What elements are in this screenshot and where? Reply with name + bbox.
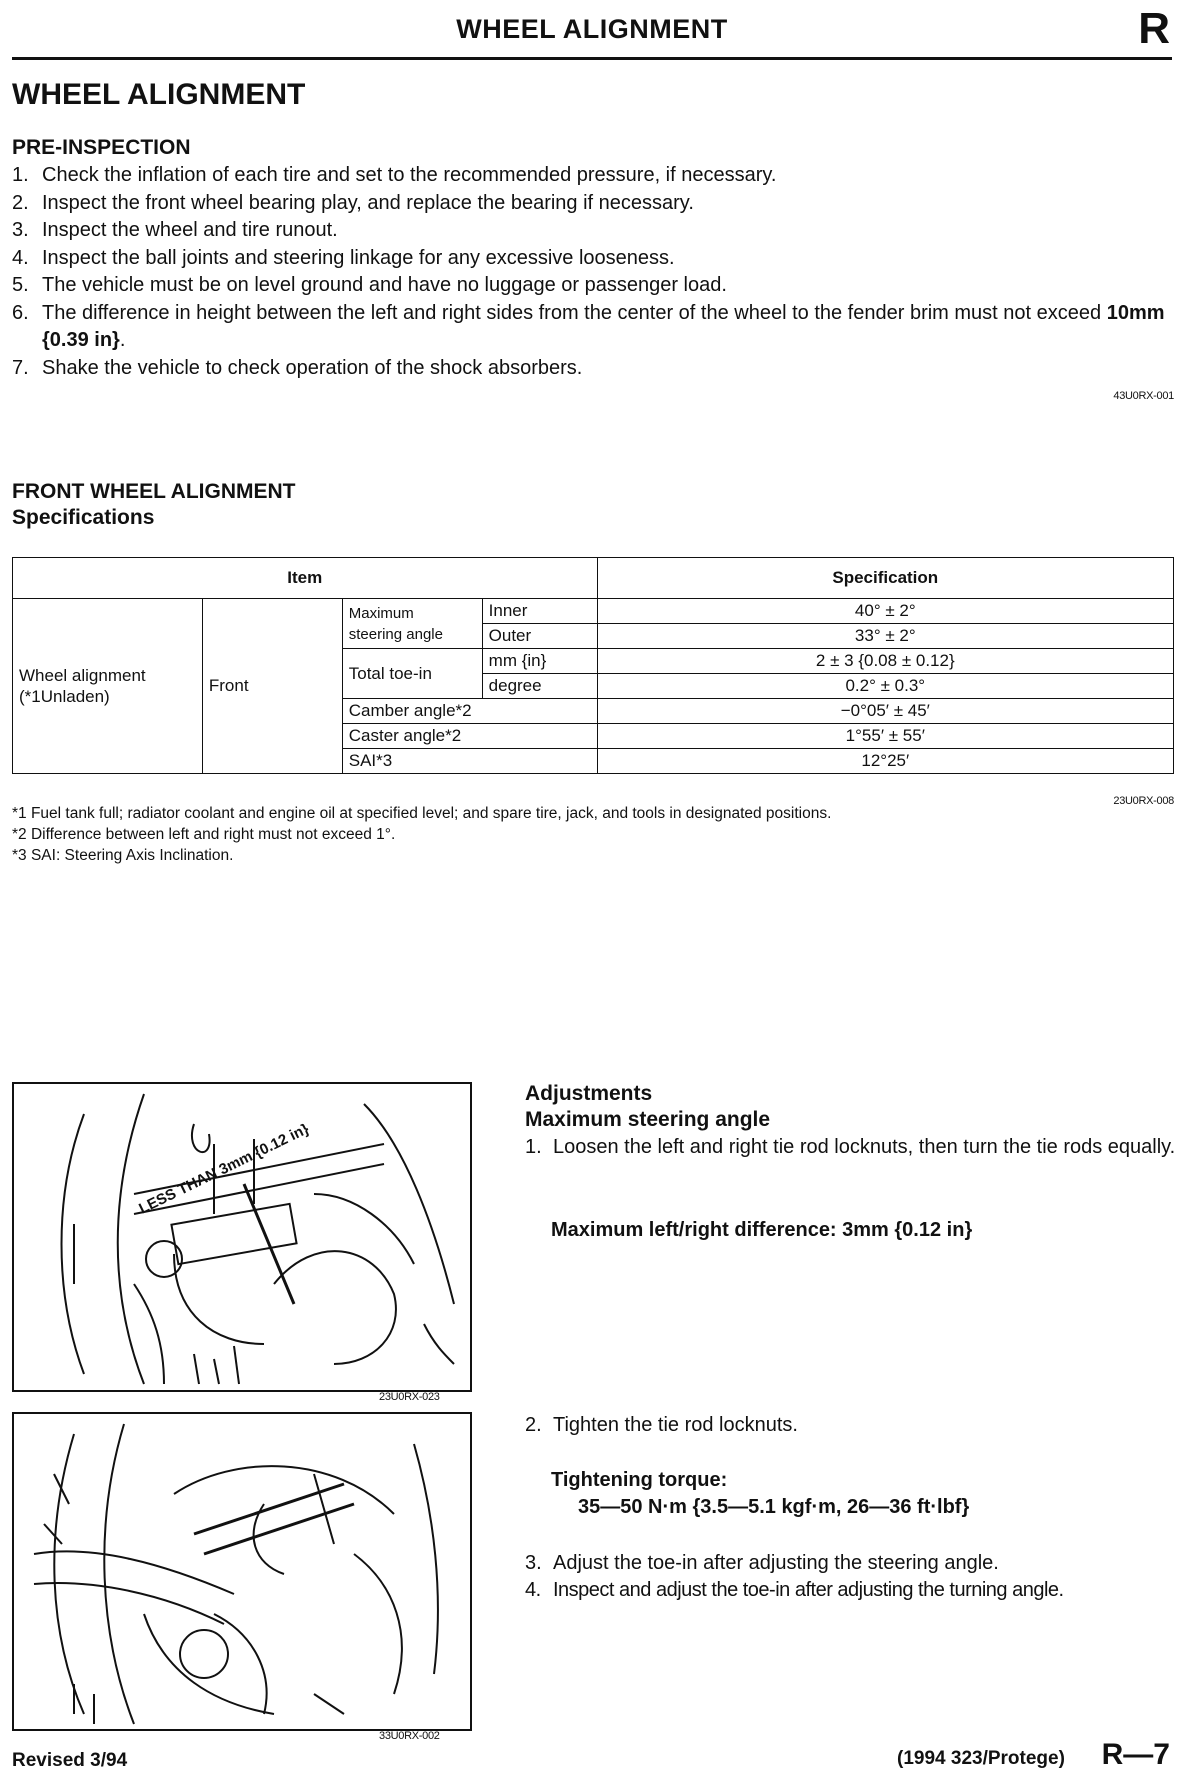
page-title: WHEEL ALIGNMENT <box>12 78 306 111</box>
list-item: 4. Inspect the ball joints and steering linkage for any excessive looseness. <box>12 246 675 269</box>
outer-label: Outer <box>482 624 597 649</box>
toe-mm-value: 2 ± 3 {0.08 ± 0.12} <box>597 649 1173 674</box>
item-header: Item <box>13 558 598 599</box>
camber-value: −0°05′ ± 45′ <box>597 699 1173 724</box>
torque-label: Tightening torque: <box>551 1469 728 1491</box>
list-item: 2. Inspect the front wheel bearing play, and replace the bearing if necessary. <box>12 191 694 214</box>
footnotes <box>12 803 1062 866</box>
group-label: Wheel alignment (*1Unladen) <box>13 599 203 774</box>
footnote-3: *3 SAI: Steering Axis Inclination. <box>12 847 234 864</box>
header-rule <box>12 57 1172 60</box>
figure-code: 23U0RX-008 <box>1113 795 1174 807</box>
list-item: 1. Check the inflation of each tire and set to the recommended pressure, if necessary. <box>12 164 777 186</box>
position-label: Front <box>202 599 342 774</box>
figure-steering-angle-measurement <box>12 1082 472 1392</box>
table-row <box>13 558 1174 599</box>
figure-code: 23U0RX-023 <box>379 1391 440 1403</box>
specifications-heading: Specifications <box>12 506 155 529</box>
adjust-step-3: 3. Adjust the toe-in after adjusting the steering angle. <box>525 1552 999 1574</box>
specification-header: Specification <box>597 558 1173 599</box>
camber-label: Camber angle*2 <box>342 699 597 724</box>
specification-table <box>12 557 1174 774</box>
footnote-1: *1 Fuel tank full; radiator coolant and engine oil at specified level; and spare tire, jack, and tools in designated positions. <box>12 805 832 822</box>
caster-value: 1°55′ ± 55′ <box>597 724 1173 749</box>
model-label: (1994 323/Protege) <box>897 1748 1065 1769</box>
inner-label: Inner <box>482 599 597 624</box>
list-item: 7. Shake the vehicle to check operation of the shock absorbers. <box>12 356 583 379</box>
max-steering-label: Maximum steering angle <box>342 599 482 649</box>
revised-date: Revised 3/94 <box>12 1750 128 1771</box>
toe-label: Total toe-in <box>342 649 482 699</box>
pre-inspection-list <box>12 162 1177 382</box>
torque-value: 35—50 N·m {3.5—5.1 kgf·m, 26—36 ft·lbf} <box>578 1496 970 1518</box>
figure-locknut-tightening <box>12 1412 472 1731</box>
adjust-step-2: 2. Tighten the tie rod locknuts. <box>525 1414 798 1436</box>
adjust-step-4: 4. Inspect and adjust the toe-in after adjusting the turning angle. <box>525 1579 1064 1601</box>
section-letter: R <box>1138 4 1170 53</box>
table-row <box>13 599 1174 624</box>
max-steering-angle-heading: Maximum steering angle <box>525 1108 771 1131</box>
measurement-label: LESS THAN 3mm {0.12 in} <box>136 1120 312 1218</box>
front-alignment-heading: FRONT WHEEL ALIGNMENT <box>12 480 296 503</box>
outer-value: 33° ± 2° <box>597 624 1173 649</box>
caster-label: Caster angle*2 <box>342 724 597 749</box>
toe-degree-label: degree <box>482 674 597 699</box>
inner-value: 40° ± 2° <box>597 599 1173 624</box>
sai-value: 12°25′ <box>597 749 1173 774</box>
toe-degree-value: 0.2° ± 0.3° <box>597 674 1173 699</box>
running-header-title: WHEEL ALIGNMENT <box>456 14 728 44</box>
spec-max-difference: Maximum left/right difference: 3mm {0.12 in} <box>551 1219 973 1241</box>
list-item: 5. The vehicle must be on level ground and have no luggage or passenger load. <box>12 274 727 296</box>
sai-label: SAI*3 <box>342 749 597 774</box>
list-item: 3. Inspect the wheel and tire runout. <box>12 219 338 241</box>
page-number: R—7 <box>1101 1738 1170 1771</box>
figure-code: 43U0RX-001 <box>1113 390 1174 402</box>
footnote-2: *2 Difference between left and right must not exceed 1°. <box>12 826 396 843</box>
adjust-step-1: 1. Loosen the left and right tie rod locknuts, then turn the tie rods equally. <box>525 1136 1176 1158</box>
list-item: 6. The difference in height between the left and right sides from the center of the wheel to the fender brim must not exceed 10mm {0.39 in}. <box>12 301 1165 351</box>
toe-mm-label: mm {in} <box>482 649 597 674</box>
pre-inspection-heading: PRE-INSPECTION <box>12 136 191 159</box>
adjustments-heading: Adjustments <box>525 1082 653 1105</box>
figure-code: 33U0RX-002 <box>379 1730 440 1742</box>
